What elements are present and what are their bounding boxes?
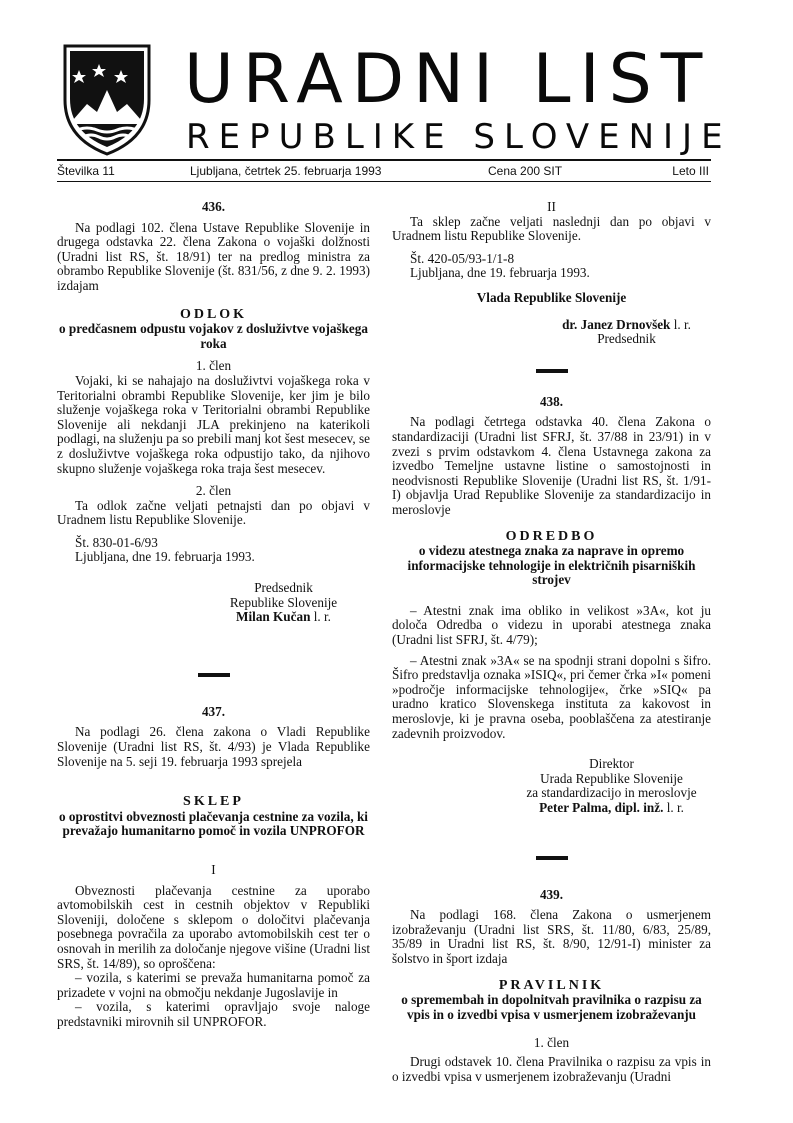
doc-heading: PRAVILNIK: [498, 977, 605, 993]
doc-heading: SKLEP: [183, 794, 244, 810]
signature-suffix: l. r.: [673, 316, 691, 332]
doc-number: 436.: [201, 199, 226, 214]
paragraph: – Atestni znak »3A« se na spodnji strani dopolni s šifro. Šifro predstavlja oznaka »ISIQ«, pri čemer črka »I« pomeni »področje informacijske tehnologije«, črke »SIQ« pa uradno kratico Slovenskega instituta za kakovost in meroslovje, ki je pravna oseba, pooblaščena za atestiranje zadevnih proizvodov.: [392, 652, 711, 741]
document-437-continued: [392, 200, 711, 347]
signature-block: [542, 318, 711, 347]
document-437: [57, 705, 370, 1030]
right-column: [392, 200, 711, 1084]
signature-suffix: l. r.: [666, 800, 684, 815]
reference-number: Št. 830-01-6/93: [75, 534, 158, 550]
section-divider: [536, 369, 568, 373]
doc-heading: ODREDBO: [505, 528, 598, 544]
signature-title: za standardizacijo in meroslovje: [526, 785, 697, 801]
section-divider: [536, 856, 568, 860]
section-title: I: [211, 862, 216, 877]
paragraph: – Atestni znak ima obliko in velikost »3A«, kot ju določa Odredba o videzu in uporabi atestnega znaka (Uradni list SFRJ, št. 4/79);: [392, 602, 711, 648]
doc-intro: Na podlagi 168. člena Zakona o usmerjenem izobraževanju (Uradni list SRS, št. 11/80, 6/83, 25/89, 35/89 in Uradni list RS, št. 8/90, 12/91-I) minister za šolstvo in šport izdaja: [392, 907, 711, 966]
article-text: Vojaki, ki se nahajajo na dosluživtvi vojaškega roka v Teritorialni obrambi Republike Slovenije, ker jim je bilo služenje vojaškega roka v Teritorialni obrambi Republike Slovenije ali nekdanji JLA prekinjeno na katerikoli podlagi, na služenju pa so prebili manj kot šest mesecev, se z dosluživtve vojaškega roka odpustijo tako, da njihovo skupno služenje vojaškega roka traja šest mesecev.: [57, 372, 370, 476]
signature-title: Predsednik: [254, 580, 313, 596]
article-title: 2. člen: [195, 483, 232, 499]
article-title: 1. člen: [533, 1035, 570, 1051]
issue-number: Številka 11: [57, 164, 115, 178]
gazette-subtitle: REPUBLIKE SLOVENIJE: [186, 117, 732, 157]
reference-number: Št. 420-05/93-1/1-8: [410, 250, 515, 266]
slovenia-coat-of-arms-icon: [57, 42, 157, 157]
signatory-name: Peter Palma, dipl. inž.: [539, 800, 664, 815]
doc-subheading: o spremembah in dopolnitvah pravilnika o razpisu za vpis in o izvedbi vpisa v usmerjenem izobraževanju: [401, 992, 702, 1022]
doc-number: 438.: [539, 393, 564, 409]
document-436: [57, 200, 370, 625]
document-439: [392, 888, 711, 1085]
signatory-name: dr. Janez Drnovšek: [562, 316, 671, 332]
gazette-title: URADNI LIST: [184, 40, 712, 119]
issue-year: Leto III: [672, 164, 709, 178]
doc-intro: Na podlagi 102. člena Ustave Republike Slovenije in drugega odstavka 22. člena Zakona o vojaški dolžnosti (Uradni list RS, št. 18/91) ter na predlog ministra za obrambo Republike Slovenije (št. 831/56, z dne 9. 2. 1993) izdajam: [57, 219, 370, 293]
section-text: Obveznosti plačevanja cestnine za uporabo avtomobilskih cest in cestnih objektov v Republiki Sloveniji, določene s sklepom o določitvi plačevanja posebnega povračila za uporabo avtomobilskih cest ter o osnovah in merilih za določanje njegove višine (Uradni list SRS, št. 14/89), so oproščena:: [57, 882, 370, 971]
signature-title: Republike Slovenije: [229, 594, 338, 610]
document-438: [392, 395, 711, 816]
signature-block: [512, 757, 711, 815]
signature-title: Urada Republike Slovenije: [540, 770, 683, 786]
doc-heading: ODLOK: [179, 306, 248, 322]
masthead-rule-bottom: [57, 181, 711, 182]
issue-price: Cena 200 SIT: [488, 164, 563, 178]
place-date: Ljubljana, dne 19. februarja 1993.: [75, 549, 255, 565]
doc-subheading: o videzu atestnega znaka za naprave in opremo informacijske tehnologije in električnih pisarniških strojev: [407, 543, 696, 588]
signature-suffix: l. r.: [313, 609, 331, 625]
issue-place-date: Ljubljana, četrtek 25. februarja 1993: [190, 164, 382, 178]
doc-intro: Na podlagi 26. člena zakona o Vladi Republike Slovenije (Uradni list RS, št. 4/93) je Vlada Republike Slovenije na 5. seji 19. februarja 1993 sprejela: [57, 724, 370, 769]
signatory-name: Milan Kučan: [236, 609, 311, 625]
left-column: [57, 200, 370, 1030]
doc-intro: Na podlagi četrtega odstavka 40. člena Zakona o standardizaciji (Uradni list SFRJ, št. 37/88 in 23/91) in v zvezi s prvim odstavkom 4. člena Ustavnega zakona za izvedbo Temeljne ustavne listine o samostojnosti in neodvisnosti Republike Slovenije (Uradni list RS, št. 1/91-I) objavlja Urad Republike Slovenije za standardizacijo in meroslovje: [392, 414, 711, 517]
signature-title: Direktor: [589, 756, 634, 772]
signature-title: Predsednik: [597, 331, 656, 347]
article-title: 1. člen: [195, 358, 232, 374]
doc-subheading: o oprostitvi obveznosti plačevanja cestnine za vozila, ki prevažajo humanitarno pomoč in vozila UNPROFOR: [59, 808, 368, 839]
section-divider: [198, 673, 230, 677]
doc-subheading: o predčasnem odpustu vojakov z dosluživtve vojaškega roka: [59, 321, 368, 351]
doc-number: 437.: [201, 703, 226, 719]
list-item: – vozila, s katerimi se prevaža humanitarna pomoč za prizadete v vojni na območju nekdanje Jugoslavije in: [57, 970, 370, 1000]
article-text: Ta odlok začne veljati petnajsti dan po objavi v Uradnem listu Republike Slovenije.: [57, 497, 370, 528]
place-date: Ljubljana, dne 19. februarja 1993.: [410, 265, 590, 281]
section-text: Ta sklep začne veljati naslednji dan po objavi v Uradnem listu Republike Slovenije.: [392, 213, 711, 244]
section-title: II: [547, 199, 556, 214]
list-item: – vozila, s katerimi opravljajo svoje naloge predstavniki mirovnih sil UNPROFOR.: [57, 999, 370, 1029]
article-text: Drugi odstavek 10. člena Pravilnika o razpisu za vpis in o izvedbi vpisa v usmerjenem izobraževanju (Uradni: [392, 1053, 711, 1084]
signature-block: [197, 581, 370, 625]
doc-number: 439.: [539, 886, 564, 902]
issuing-authority: Vlada Republike Slovenije: [476, 289, 627, 305]
masthead-rule-top: [57, 159, 711, 161]
